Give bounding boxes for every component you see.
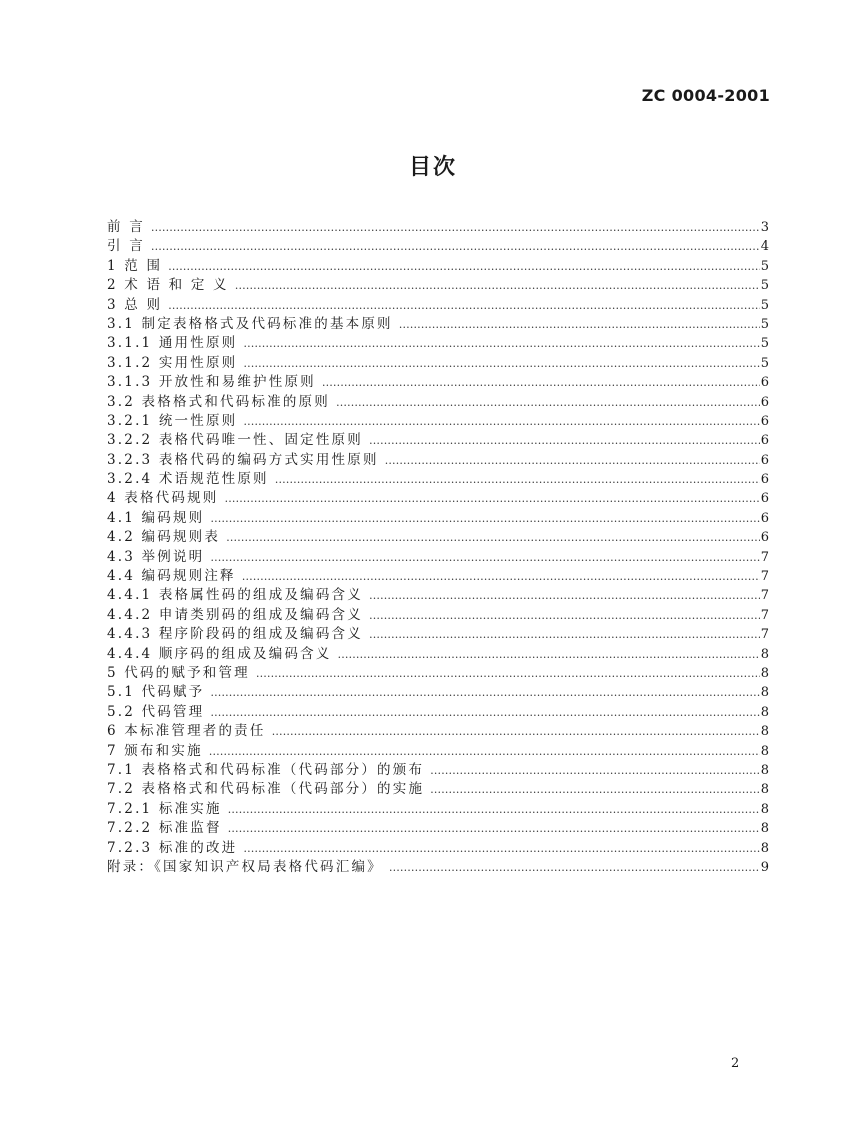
- toc-entry-label: 3.1 制定表格格式及代码标准的基本原则: [107, 315, 393, 332]
- toc-entry: [107, 218, 769, 237]
- toc-entry-page: 6: [760, 530, 769, 546]
- toc-entry: [107, 509, 769, 528]
- toc-entry-page: 8: [760, 743, 769, 759]
- toc-leader-dots: [385, 451, 760, 470]
- toc-leader-dots: [209, 742, 760, 761]
- toc-leader-dots: [243, 334, 760, 353]
- toc-entry-label: 4.2 编码规则表: [107, 529, 221, 546]
- toc-leader-dots: [151, 218, 760, 237]
- toc-entry-page: 8: [760, 762, 769, 778]
- toc-entry: [107, 412, 769, 431]
- toc-entry: [107, 489, 769, 508]
- toc-entry-label: 3.1.1 通用性原则: [107, 335, 238, 352]
- toc-entry: [107, 237, 769, 256]
- toc-entry-label: 7.1 表格格式和代码标准（代码部分）的颁布: [107, 761, 425, 778]
- toc-entry-label: 7 颁布和实施: [107, 742, 203, 759]
- toc-leader-dots: [151, 237, 760, 256]
- toc-entry: [107, 800, 769, 819]
- toc-leader-dots: [210, 683, 760, 702]
- toc-entry-page: 8: [760, 782, 769, 798]
- toc-entry-label: 6 本标准管理者的责任: [107, 723, 266, 740]
- toc-entry-page: 5: [760, 316, 769, 332]
- toc-leader-dots: [243, 839, 760, 858]
- toc-leader-dots: [275, 470, 760, 489]
- document-code: ZC 0004-2001: [641, 86, 770, 105]
- toc-entry: [107, 528, 769, 547]
- toc-entry: [107, 839, 769, 858]
- toc-leader-dots: [369, 606, 760, 625]
- toc-entry-label: 7.2 表格格式和代码标准（代码部分）的实施: [107, 781, 425, 798]
- toc-leader-dots: [228, 800, 760, 819]
- page-title: 目次: [408, 155, 457, 180]
- toc-leader-dots: [322, 373, 760, 392]
- toc-entry-page: 5: [760, 355, 769, 371]
- toc-entry: [107, 645, 769, 664]
- toc-entry-page: 7: [760, 549, 769, 565]
- toc-entry-label: 3 总 则: [107, 296, 163, 313]
- toc-leader-dots: [272, 722, 760, 741]
- toc-entry-label: 4.4.2 申请类别码的组成及编码含义: [107, 606, 363, 623]
- toc-entry-page: 7: [760, 607, 769, 623]
- toc-entry-page: 8: [760, 646, 769, 662]
- toc-entry-label: 4.4.4 顺序码的组成及编码含义: [107, 645, 332, 662]
- toc-leader-dots: [210, 703, 760, 722]
- toc-entry: [107, 761, 769, 780]
- toc-entry-label: 7.2.3 标准的改进: [107, 839, 238, 856]
- toc-entry-label: 3.2 表格格式和代码标准的原则: [107, 393, 330, 410]
- toc-entry: [107, 548, 769, 567]
- toc-entry: [107, 625, 769, 644]
- toc-leader-dots: [228, 819, 760, 838]
- toc-entry-page: 6: [760, 375, 769, 391]
- toc-entry: [107, 276, 769, 295]
- toc-entry-page: 7: [760, 588, 769, 604]
- toc-entry-label: 2 术 语 和 定 义: [107, 277, 229, 294]
- toc-entry: [107, 257, 769, 276]
- toc-entry-page: 8: [760, 840, 769, 856]
- toc-leader-dots: [369, 586, 760, 605]
- toc-entry-label: 3.1.2 实用性原则: [107, 354, 238, 371]
- toc-entry: [107, 664, 769, 683]
- toc-leader-dots: [338, 645, 760, 664]
- toc-entry-label: 附录：《国家知识产权局表格代码汇编》: [107, 858, 383, 875]
- toc-leader-dots: [369, 431, 760, 450]
- toc-entry-label: 3.1.3 开放性和易维护性原则: [107, 374, 316, 391]
- toc-entry: [107, 586, 769, 605]
- toc-leader-dots: [243, 412, 760, 431]
- toc-entry: [107, 354, 769, 373]
- toc-entry: [107, 470, 769, 489]
- toc-entry: [107, 819, 769, 838]
- toc-leader-dots: [210, 548, 760, 567]
- toc-entry-page: 9: [760, 859, 769, 875]
- toc-entry-page: 8: [760, 665, 769, 681]
- toc-entry: [107, 296, 769, 315]
- toc-entry-label: 5.1 代码赋予: [107, 684, 205, 701]
- toc-entry-label: 7.2.1 标准实施: [107, 800, 222, 817]
- toc-entry: [107, 393, 769, 412]
- toc-entry: [107, 742, 769, 761]
- toc-entry-page: 6: [760, 433, 769, 449]
- toc-entry-page: 6: [760, 394, 769, 410]
- toc-entry-label: 4.3 举例说明: [107, 548, 205, 565]
- toc-leader-dots: [235, 276, 760, 295]
- toc-entry-page: 6: [760, 491, 769, 507]
- toc-leader-dots: [389, 858, 760, 877]
- toc-entry-page: 8: [760, 704, 769, 720]
- toc-entry-label: 3.2.3 表格代码的编码方式实用性原则: [107, 451, 379, 468]
- toc-entry: [107, 567, 769, 586]
- toc-entry-page: 8: [760, 801, 769, 817]
- toc-leader-dots: [243, 354, 760, 373]
- toc-entry: [107, 606, 769, 625]
- toc-entry-page: 5: [760, 258, 769, 274]
- toc-entry-label: 4.4.1 表格属性码的组成及编码含义: [107, 587, 363, 604]
- toc-leader-dots: [168, 257, 760, 276]
- toc-entry-page: 8: [760, 821, 769, 837]
- toc-leader-dots: [430, 761, 760, 780]
- toc-entry-label: 4 表格代码规则: [107, 490, 219, 507]
- toc-entry-page: 6: [760, 472, 769, 488]
- toc-leader-dots: [224, 489, 760, 508]
- toc-entry-label: 4.4 编码规则注释: [107, 568, 236, 585]
- toc-entry-label: 3.2.4 术语规范性原则: [107, 471, 269, 488]
- toc-entry: [107, 722, 769, 741]
- toc-entry-page: 6: [760, 510, 769, 526]
- toc-entry: [107, 334, 769, 353]
- toc-entry-label: 7.2.2 标准监督: [107, 820, 222, 837]
- toc-entry: [107, 431, 769, 450]
- toc-entry-page: 4: [760, 239, 769, 255]
- toc-entry: [107, 683, 769, 702]
- toc-entry-page: 7: [760, 569, 769, 585]
- toc-entry-label: 3.2.1 统一性原则: [107, 412, 238, 429]
- toc-entry-label: 4.4.3 程序阶段码的组成及编码含义: [107, 626, 363, 643]
- toc-entry-label: 引 言: [107, 238, 145, 255]
- toc-entry-page: 6: [760, 413, 769, 429]
- toc-entry: [107, 858, 769, 877]
- toc-entry: [107, 373, 769, 392]
- toc-leader-dots: [256, 664, 760, 683]
- toc-entry: [107, 703, 769, 722]
- toc-entry-label: 5.2 代码管理: [107, 703, 205, 720]
- toc-entry-page: 5: [760, 278, 769, 294]
- page-number: 2: [731, 1056, 740, 1071]
- toc-entry-label: 1 范 围: [107, 257, 163, 274]
- toc-leader-dots: [226, 528, 760, 547]
- toc-entry-page: 6: [760, 452, 769, 468]
- toc-entry-page: 7: [760, 627, 769, 643]
- toc-entry-page: 8: [760, 724, 769, 740]
- toc-leader-dots: [168, 296, 760, 315]
- toc-leader-dots: [369, 625, 760, 644]
- toc-entry-label: 5 代码的赋予和管理: [107, 664, 250, 681]
- toc-entry-page: 5: [760, 297, 769, 313]
- toc-leader-dots: [336, 393, 760, 412]
- toc-leader-dots: [242, 567, 760, 586]
- toc-entry-page: 8: [760, 685, 769, 701]
- toc-entry: [107, 315, 769, 334]
- toc-leader-dots: [430, 780, 760, 799]
- table-of-contents: [107, 218, 769, 877]
- toc-entry: [107, 780, 769, 799]
- toc-leader-dots: [399, 315, 760, 334]
- toc-entry-page: 3: [760, 220, 769, 235]
- toc-entry-page: 5: [760, 336, 769, 352]
- toc-entry-label: 前 言: [107, 219, 145, 235]
- toc-entry-label: 3.2.2 表格代码唯一性、固定性原则: [107, 432, 363, 449]
- toc-entry: [107, 451, 769, 470]
- toc-leader-dots: [210, 509, 760, 528]
- toc-entry-label: 4.1 编码规则: [107, 509, 205, 526]
